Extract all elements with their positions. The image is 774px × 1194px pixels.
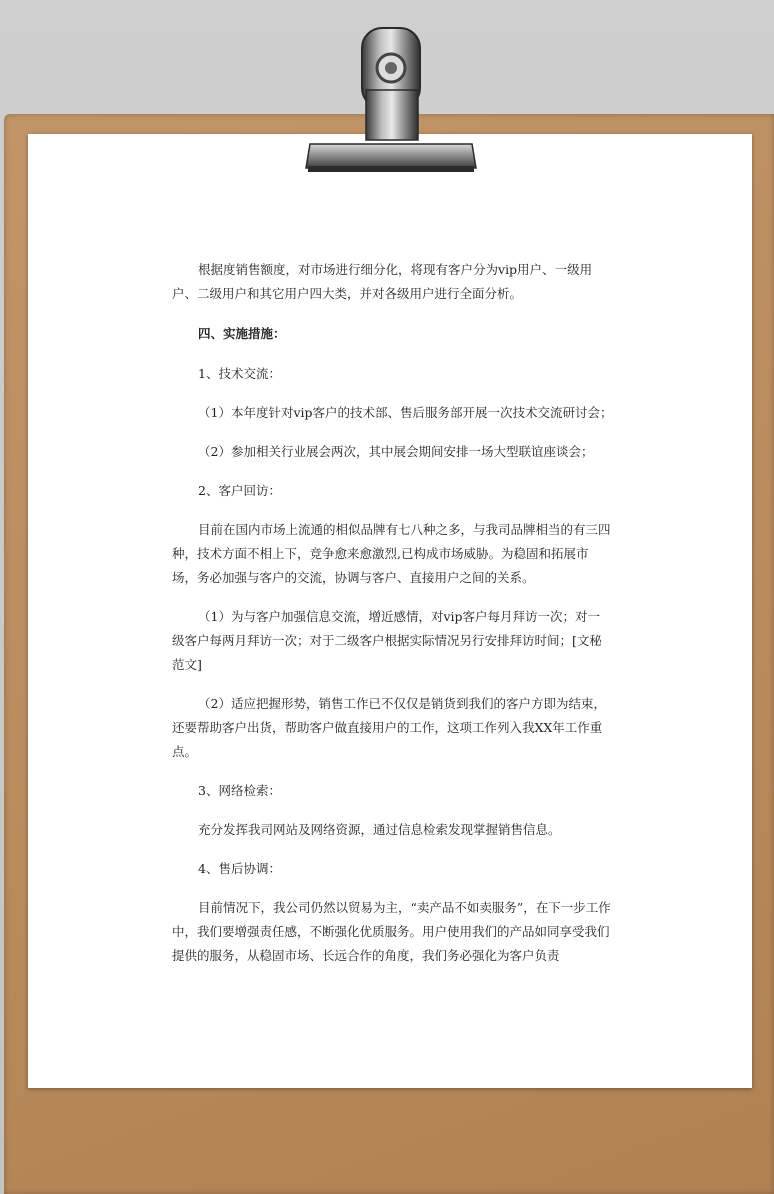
paragraph-visit-1: （1）为与客户加强信息交流，增近感情，对vip客户每月拜访一次；对一级客户每两月拜访一次；对于二级客户根据实际情况另行安排拜访时间；[文秘范文] <box>172 609 602 672</box>
paragraph-market: 目前在国内市场上流通的相似品牌有七八种之多，与我司品牌相当的有三四种，技术方面不相上下，竞争愈来愈激烈,已构成市场威胁。为稳固和拓展市场，务必加强与客户的交流，协调与客户、直接用户之间的关系。 <box>172 522 611 585</box>
heading-after-sales: 4、售后协调： <box>198 861 281 876</box>
binder-clip-icon <box>300 20 480 180</box>
heading-network: 3、网络检索： <box>198 783 281 798</box>
paragraph-1: 根据度销售额度，对市场进行细分化，将现有客户分为vip用户、一级用户、二级用户和其它用户四大类，并对各级用户进行全面分析。 <box>172 262 593 301</box>
paragraph-tech-2: （2）参加相关行业展会两次，其中展会期间安排一场大型联谊座谈会； <box>198 444 594 459</box>
heading-tech-exchange: 1、技术交流： <box>198 366 281 381</box>
document-body <box>172 258 612 301</box>
paragraph-visit-2: （2）适应把握形势，销售工作已不仅仅是销货到我们的客户方即为结束，还要帮助客户出货，帮助客户做直接用户的工作，这项工作列入我XX年工作重点。 <box>172 696 606 759</box>
paragraph-network: 充分发挥我司网站及网络资源，通过信息检索发现掌握销售信息。 <box>198 822 561 837</box>
paragraph-tech-1: （1）本年度针对vip客户的技术部、售后服务部开展一次技术交流研讨会； <box>198 405 613 420</box>
heading-implementation: 四、实施措施： <box>198 326 286 341</box>
heading-customer-visit: 2、客户回访： <box>198 483 281 498</box>
paragraph-after-sales: 目前情况下，我公司仍然以贸易为主，“卖产品不如卖服务”，在下一步工作中，我们要增强责任感，不断强化优质服务。用户使用我们的产品如同享受我们提供的服务，从稳固市场、长远合作的角度，我们务必强化为客户负责 <box>172 900 611 963</box>
